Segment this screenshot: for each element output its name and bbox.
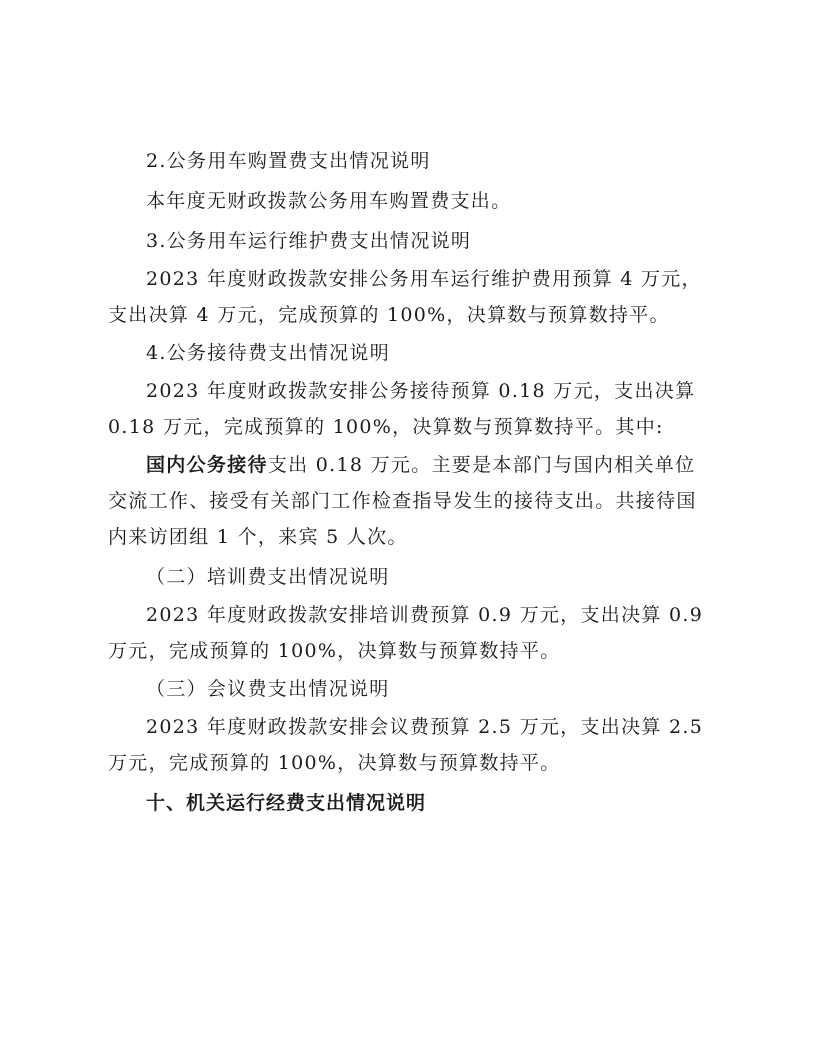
heading-meeting: （三）会议费支出情况说明 — [146, 678, 390, 700]
heading-reception: 4.公务接待费支出情况说明 — [146, 342, 391, 364]
heading-car-purchase: 2.公务用车购置费支出情况说明 — [146, 150, 431, 172]
heading-section-ten: 十、机关运行经费支出情况说明 — [146, 792, 427, 814]
paragraph-domestic-reception-line-2: 交流工作、接受有关部门工作检查指导发生的接待支出。共接待国 — [108, 490, 697, 512]
paragraph-car-maintenance-line-1: 2023 年度财政拨款安排公务用车运行维护费用预算 4 万元， — [146, 268, 702, 290]
paragraph-training-line-1: 2023 年度财政拨款安排培训费预算 0.9 万元，支出决算 0.9 — [146, 604, 704, 626]
paragraph-domestic-reception-line-1 — [146, 452, 816, 478]
paragraph-reception-line-2: 0.18 万元，完成预算的 100%，决算数与预算数持平。其中: — [108, 416, 664, 438]
paragraph-domestic-reception-line-3: 内来访团组 1 个，来宾 5 人次。 — [108, 526, 408, 548]
paragraph-meeting-line-2: 万元，完成预算的 100%，决算数与预算数持平。 — [108, 752, 561, 774]
paragraph-meeting-line-1: 2023 年度财政拨款安排会议费预算 2.5 万元，支出决算 2.5 — [146, 716, 704, 738]
domestic-reception-text: 支出 0.18 万元。主要是本部门与国内相关单位 — [267, 454, 696, 476]
domestic-reception-label: 国内公务接待 — [146, 454, 268, 476]
heading-training: （二）培训费支出情况说明 — [146, 566, 390, 588]
heading-car-maintenance: 3.公务用车运行维护费支出情况说明 — [146, 230, 472, 252]
paragraph-reception-line-1: 2023 年度财政拨款安排公务接待预算 0.18 万元，支出决算 — [146, 380, 696, 402]
paragraph-car-maintenance-line-2: 支出决算 4 万元，完成预算的 100%，决算数与预算数持平。 — [108, 304, 670, 326]
paragraph-car-purchase: 本年度无财政拨款公务用车购置费支出。 — [146, 190, 512, 212]
paragraph-training-line-2: 万元，完成预算的 100%，决算数与预算数持平。 — [108, 640, 561, 662]
